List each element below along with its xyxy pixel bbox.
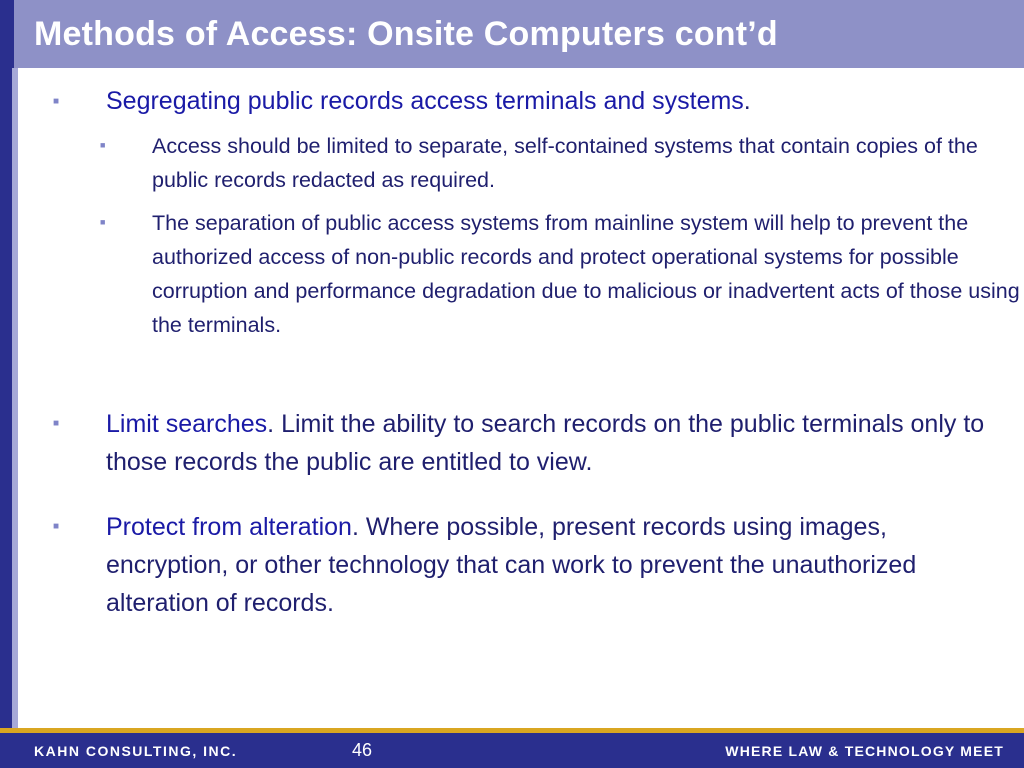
bullet-2-text: . Limit the ability to search records on the public terminals only to those records the public are entitled to view. (106, 410, 985, 476)
square-bullet-icon: ■ (53, 96, 60, 107)
sub-bullet-1-1: Access should be limited to separate, self-contained systems that contain copies of the public records redacted as required. (152, 134, 978, 192)
title-bar (0, 0, 1024, 68)
footer-company: KAHN CONSULTING, INC. (34, 743, 238, 759)
bullet-1-lead: Segregating public records access terminals and systems (106, 87, 744, 115)
page-number: 46 (352, 740, 373, 760)
title-bar-edge (0, 0, 14, 68)
bullet-item-2 (106, 405, 1016, 481)
slide-content (18, 68, 1024, 728)
footer-tagline: WHERE LAW & TECHNOLOGY MEET (725, 743, 1004, 759)
slide-title: Methods of Access: Onsite Computers cont’d (34, 15, 778, 53)
footer-bar (0, 733, 1024, 768)
square-bullet-icon: ■ (53, 521, 60, 532)
bullet-3-lead: Protect from alteration (106, 513, 352, 541)
bullet-1-text: . (743, 87, 751, 115)
square-bullet-icon: ■ (100, 140, 106, 150)
bullet-item-1 (106, 82, 1016, 120)
bullet-3-text: . Where possible, present records using images, encryption, or other technology that can work to prevent the unauthorized alteration of records. (106, 513, 917, 617)
sub-bullet-1-2: The separation of public access systems from mainline system will help to prevent the authorized access of non-public records and protect operational systems for possible corruption and performance degradation due to malicious or inadvertent acts of those using the terminals. (152, 211, 1020, 337)
square-bullet-icon: ■ (100, 217, 106, 227)
left-border-dark (0, 0, 12, 768)
bullet-2-lead: Limit searches (106, 410, 268, 438)
bullet-item-3 (106, 508, 1016, 622)
square-bullet-icon: ■ (53, 418, 60, 429)
